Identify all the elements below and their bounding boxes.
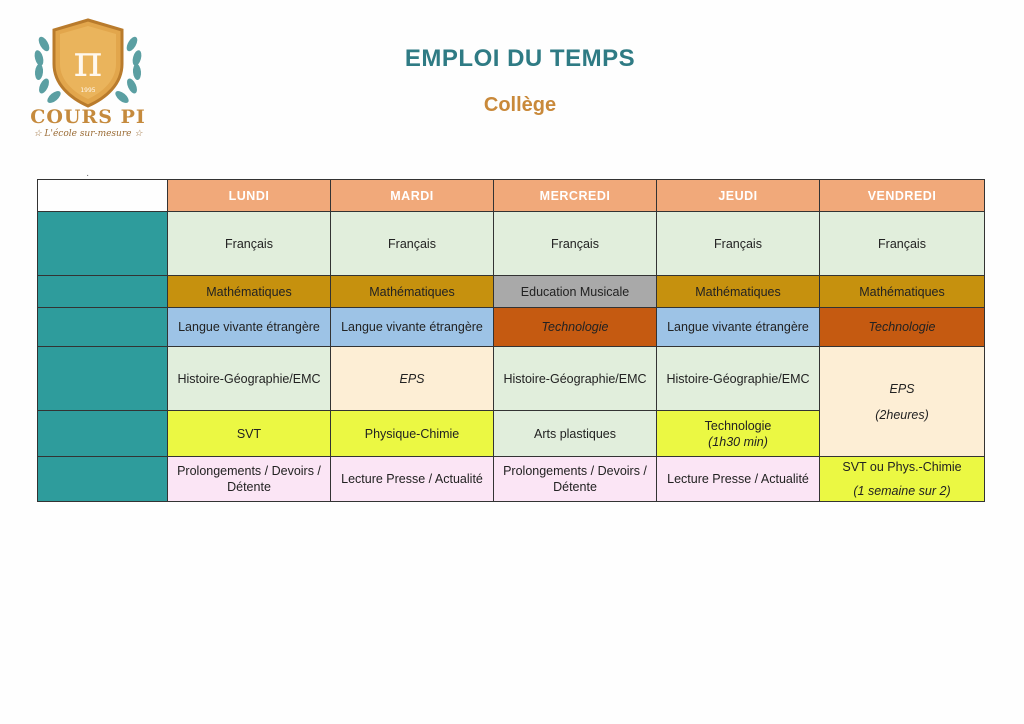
logo-name: COURS PI [30, 106, 146, 128]
header-row [38, 180, 985, 212]
time-slot-cell [38, 276, 168, 308]
course-note: (1 semaine sur 2) [853, 484, 951, 498]
course-cell: Lecture Presse / Actualité [657, 457, 820, 502]
course-line: SVT ou Phys.-Chimie [842, 460, 962, 474]
page-title: EMPLOI DU TEMPS [404, 45, 636, 72]
timetable-row-1 [38, 212, 985, 276]
course-cell: Français [657, 212, 820, 276]
course-cell: Français [331, 212, 494, 276]
course-cell: Histoire-Géographie/EMC [657, 347, 820, 411]
day-header-mercredi: MERCREDI [494, 180, 657, 212]
stray-dot: · [86, 170, 90, 181]
course-cell: Technologie [820, 308, 985, 347]
course-cell: Mathématiques [657, 276, 820, 308]
time-slot-cell [38, 308, 168, 347]
course-cell: Histoire-Géographie/EMC [168, 347, 331, 411]
corner-cell [38, 180, 168, 212]
course-cell: Mathématiques [331, 276, 494, 308]
timetable-row-4 [38, 347, 985, 411]
day-header-vendredi: VENDREDI [820, 180, 985, 212]
course-cell-eps-friday [820, 347, 985, 457]
day-header-jeudi: JEUDI [657, 180, 820, 212]
timetable-row-2 [38, 276, 985, 308]
timetable-row-6 [38, 457, 985, 502]
course-cell: Education Musicale [494, 276, 657, 308]
course-cell: Arts plastiques [494, 411, 657, 457]
course-cell: Lecture Presse / Actualité [331, 457, 494, 502]
course-cell: EPS [331, 347, 494, 411]
course-duration: (1h30 min) [708, 434, 768, 449]
course-cell: Français [494, 212, 657, 276]
course-cell: Technologie [494, 308, 657, 347]
course-cell: SVT [168, 411, 331, 457]
time-slot-cell [38, 347, 168, 411]
page-subtitle: Collège [483, 94, 557, 116]
course-cell: Histoire-Géographie/EMC [494, 347, 657, 411]
logo-tagline-text: L'école sur-mesure [44, 129, 132, 139]
pi-symbol: π [73, 36, 103, 87]
course-cell: Langue vivante étrangère [657, 308, 820, 347]
time-slot-cell [38, 212, 168, 276]
course-duration: (2heures) [875, 407, 929, 422]
course-cell: Langue vivante étrangère [168, 308, 331, 347]
logo-tagline: ☆ L'école sur-mesure ☆ [33, 129, 143, 139]
course-cell-svt-friday [820, 457, 985, 502]
course-cell: Mathématiques [820, 276, 985, 308]
laurel-shield-emblem [26, 14, 150, 114]
time-slot-cell [38, 411, 168, 457]
day-header-mardi: MARDI [331, 180, 494, 212]
cours-pi-logo [26, 14, 150, 140]
course-cell: Prolongements / Devoirs / Détente [494, 457, 657, 502]
logo-year: 1995 [80, 87, 96, 94]
course-cell: Français [168, 212, 331, 276]
course-cell: Mathématiques [168, 276, 331, 308]
course-cell: Physique-Chimie [331, 411, 494, 457]
time-slot-cell [38, 457, 168, 502]
course-line: Technologie [704, 418, 772, 433]
day-header-lundi: LUNDI [168, 180, 331, 212]
course-cell: Prolongements / Devoirs / Détente [168, 457, 331, 502]
course-cell-technologie-thursday [657, 411, 820, 457]
course-cell: Français [820, 212, 985, 276]
course-cell: Langue vivante étrangère [331, 308, 494, 347]
course-line: EPS [889, 381, 915, 396]
timetable-row-3 [38, 308, 985, 347]
timetable [37, 179, 985, 502]
